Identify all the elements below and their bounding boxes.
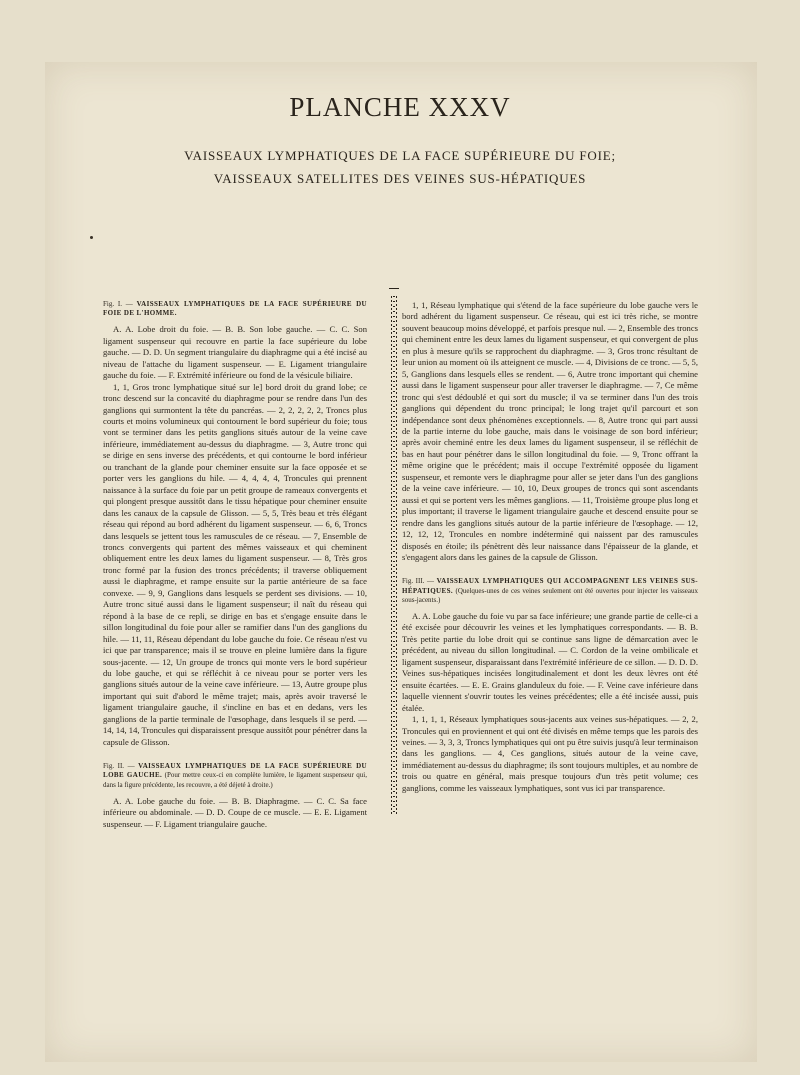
- fig2-title: VAISSEAUX LYMPHATIQUES DE LA FACE SUPÉRIEURE DU LOBE GAUCHE.: [103, 762, 367, 780]
- fig1-heading: [103, 300, 367, 318]
- fig1-label: Fig. I. —: [103, 300, 137, 308]
- fig2-legend-numbers: 1, 1, Réseau lymphatique qui s'étend de la face supérieure du lobe gauche vers le bord adhérent du ligament suspenseur. Ce réseau, qui est ici très riche, se montre souvent beaucoup moins développé, et parfois presque nul. — 2, Ensemble des troncs qui cheminent entre les deux lames du ligament suspenseur, et qui convergent de plus en plus à mesure qu'ils se rapprochent du diaphragme. — 3, Gros tronc résultant de leur union au moment où ils atteignent ce muscle. — 4, Divisions de ce tronc. — 5, 5, 5, Ganglions dans lesquels elles se rendent. — 6, Autre tronc important qui chemine aussi dans le ligament suspenseur pour aller traverser le diaphragme. — 7, Ce même tronc qui s'est dédoublé et qui sort du muscle; il va se terminer dans l'un des trois ganglions qui dépendent du tronc principal; le long trajet qu'il parcourt et son indépendance sont deux phénomènes exceptionnels. — 8, Autre tronc qui part aussi de la partie interne du lobe gauche, mais dans le voisinage de son bord inférieur; après avoir cheminé entre les deux lames du ligament suspenseur, il se réfléchit de bas en haut pour pénétrer dans le sillon longitudinal du foie. — 9, Tronc offrant la même origine que le précédent; mais il occupe l'extrémité opposée du ligament suspenseur, et remonte vers le diaphragme pour aller se jeter dans l'un des ganglions de la veine cave inférieure. — 10, 10, Deux groupes de troncs qui sont ascendants aussi et qui se portent vers les mêmes ganglions. — 11, Troisième groupe plus long et plus important; il traverse le ligament triangulaire gauche et descend ensuite pour se rendre dans les ganglions situés autour de la partie inférieure de l'œsophage. — 12, 12, 12, 12, Troncules en nombre indéterminé qui naissent par des ramuscules disposés en étoile; ils pénètrent dès leur naissance dans l'épaisseur de la glande, et s'engagent alors dans les gaines de la capsule de Glisson.: [402, 300, 698, 562]
- fig3-title: VAISSEAUX LYMPHATIQUES QUI ACCOMPAGNENT LES VEINES SUS-HÉPATIQUES.: [402, 577, 698, 595]
- fig3-note: (Quelques-unes de ces veines seulement ont été ouvertes pour injecter les vaisseaux sous-jacents.): [402, 586, 698, 604]
- fig3-heading: [402, 577, 698, 605]
- subtitle-line-2: VAISSEAUX SATELLITES DES VEINES SUS-HÉPATIQUES: [213, 171, 587, 186]
- fig1-legend-letters: A. A. Lobe droit du foie. — B. B. Son lobe gauche. — C. C. Son ligament suspenseur qui recouvre en partie la face supérieure du lobe gauche. — D. D. Un segment triangulaire du diaphragme qui a été incisé au niveau de l'attache du ligament suspenseur. — E. Ligament triangulaire gauche du foie. — F. Extrémité inférieure ou fond de la vésicule biliaire.: [103, 324, 367, 381]
- plate-title: PLANCHE XXXV: [289, 92, 511, 122]
- ink-dot: [90, 236, 93, 239]
- fig3-legend-letters: A. A. Lobe gauche du foie vu par sa face inférieure; une grande partie de celle-ci a été excisée pour découvrir les veines et les lymphatiques correspondants. — B. B. Très petite partie du lobe droit qui se continue sans ligne de démarcation avec le précédent, au niveau du sillon longitudinal. — C. Cordon de la veine ombilicale et ligament suspenseur, disparaissant dans l'extrémité inférieure de ce sillon. — D. D. D. Veines sus-hépatiques incisées longitudinalement et dont les deux lèvres ont été ensuite écartées. — E. E. Grains glanduleux du foie. — F. Veine cave inférieure dans laquelle viennent s'ouvrir toutes les veines précédentes; elle a été incisée aussi, puis étalée.: [402, 611, 698, 713]
- fig2-note: (Pour mettre ceux-ci en complète lumière, le ligament suspenseur qui, dans la figure précédente, les recouvre, a été déjeté à droite.): [103, 771, 367, 789]
- fig2-legend-letters: A. A. Lobe gauche du foie. — B. B. Diaphragme. — C. C. Sa face inférieure ou abdominale. — D. D. Coupe de ce muscle. — E. E. Ligament suspenseur. — F. Ligament triangulaire gauche.: [103, 795, 367, 829]
- fig2-label: Fig. II. —: [103, 762, 139, 771]
- column-divider: [391, 296, 397, 816]
- left-column: [103, 300, 367, 830]
- fig1-title: VAISSEAUX LYMPHATIQUES DE LA FACE SUPÉRIEURE DU FOIE DE L'HOMME.: [103, 300, 367, 318]
- fig3-label: Fig. III. —: [402, 577, 437, 586]
- right-column: [402, 300, 698, 794]
- fig2-heading: [103, 762, 367, 790]
- subtitle-line-1: VAISSEAUX LYMPHATIQUES DE LA FACE SUPÉRIEURE DU FOIE;: [184, 148, 616, 163]
- fig3-legend-numbers: 1, 1, 1, 1, Réseaux lymphatiques sous-jacents aux veines sus-hépatiques. — 2, 2, Troncules qui en proviennent et qui ont été divisés en même temps que les parois des veines. — 3, 3, 3, Troncs lymphatiques qui ont pu être suivis jusqu'à leur terminaison dans les ganglions. — 4, Ces ganglions, situés autour de la veine cave, immédiatement au-dessus du diaphragme; ils sont toujours multiples, et au nombre de trois ou quatre en général, mais presque toujours d'un très petit volume; ces ganglions, comme les vaisseaux lymphatiques, sont vus ici par transparence.: [402, 714, 698, 793]
- fig1-legend-numbers: 1, 1, Gros tronc lymphatique situé sur le] bord droit du grand lobe; ce tronc descend sur la concavité du diaphragme pour se rendre dans l'un des ganglions qui surmontent la tête du pancréas. — 2, 2, 2, 2, 2, Troncs plus courts et moins volumineux qui contournent le bord supérieur du foie; tous vont se terminer dans les petits ganglions situés autour de la veine cave inférieure, immédiatement au-dessus du diaphragme. — 3, Autre tronc qui se dirige en sens inverse des précédents, et qui contourne le bord inférieur ou tranchant de la glande pour cheminer ensuite sur la face opposée et se porter vers les ganglions du hile. — 4, 4, 4, 4, Troncules qui prennent naissance à la surface du foie par un petit groupe de rameaux convergents et qui plongent presque aussitôt dans le tissu hépatique pour cheminer ensuite dans les canaux de la capsule de Glisson. — 5, 5, Très beau et très élégant réseau qui répond au bord adhérent du ligament suspenseur. — 6, 6, Troncs dans lesquels se jettent tous les ramuscules de ce réseau. — 7, Ensemble de troncs convergents qui partent des mêmes vaisseaux et qui cheminent obliquement entre les deux lames du ligament suspenseur. — 8, Très gros tronc formé par la fusion des troncs précédents; il traverse obliquement aussi le diaphragme, et rampe ensuite sur la partie antérieure de sa face convexe. — 9, 9, Ganglions dans lesquels se perdent ses divisions. — 10, Autre tronc situé aussi dans le ligament suspenseur; il naît du réseau qui répond à la base de ce repli, se dirige en bas et s'engage ensuite dans le sillon longitudinal du foie pour aller se ramifier dans l'un des ganglions du hile. — 11, 11, Réseau dépendant du lobe gauche du foie. Ce réseau n'est vu ici que par transparence; mais il se trouve en pleine lumière dans la figure sous-jacente. — 12, Un groupe de troncs qui monte vers le bord supérieur du lobe gauche, et qui se réfléchit à ce niveau pour se porter vers les ganglions situés autour de la veine cave inférieure. — 13, Autre groupe plus important qui suit d'abord le même trajet; mais, après avoir traversé le ligament triangulaire gauche, il s'incline en bas et en dedans, vers les ganglions de la partie terminale de l'œsophage, dans lesquels il se perd. — 14, 14, 14, Troncules qui disparaissent presque aussitôt pour pénétrer dans la capsule de Glisson.: [103, 381, 367, 747]
